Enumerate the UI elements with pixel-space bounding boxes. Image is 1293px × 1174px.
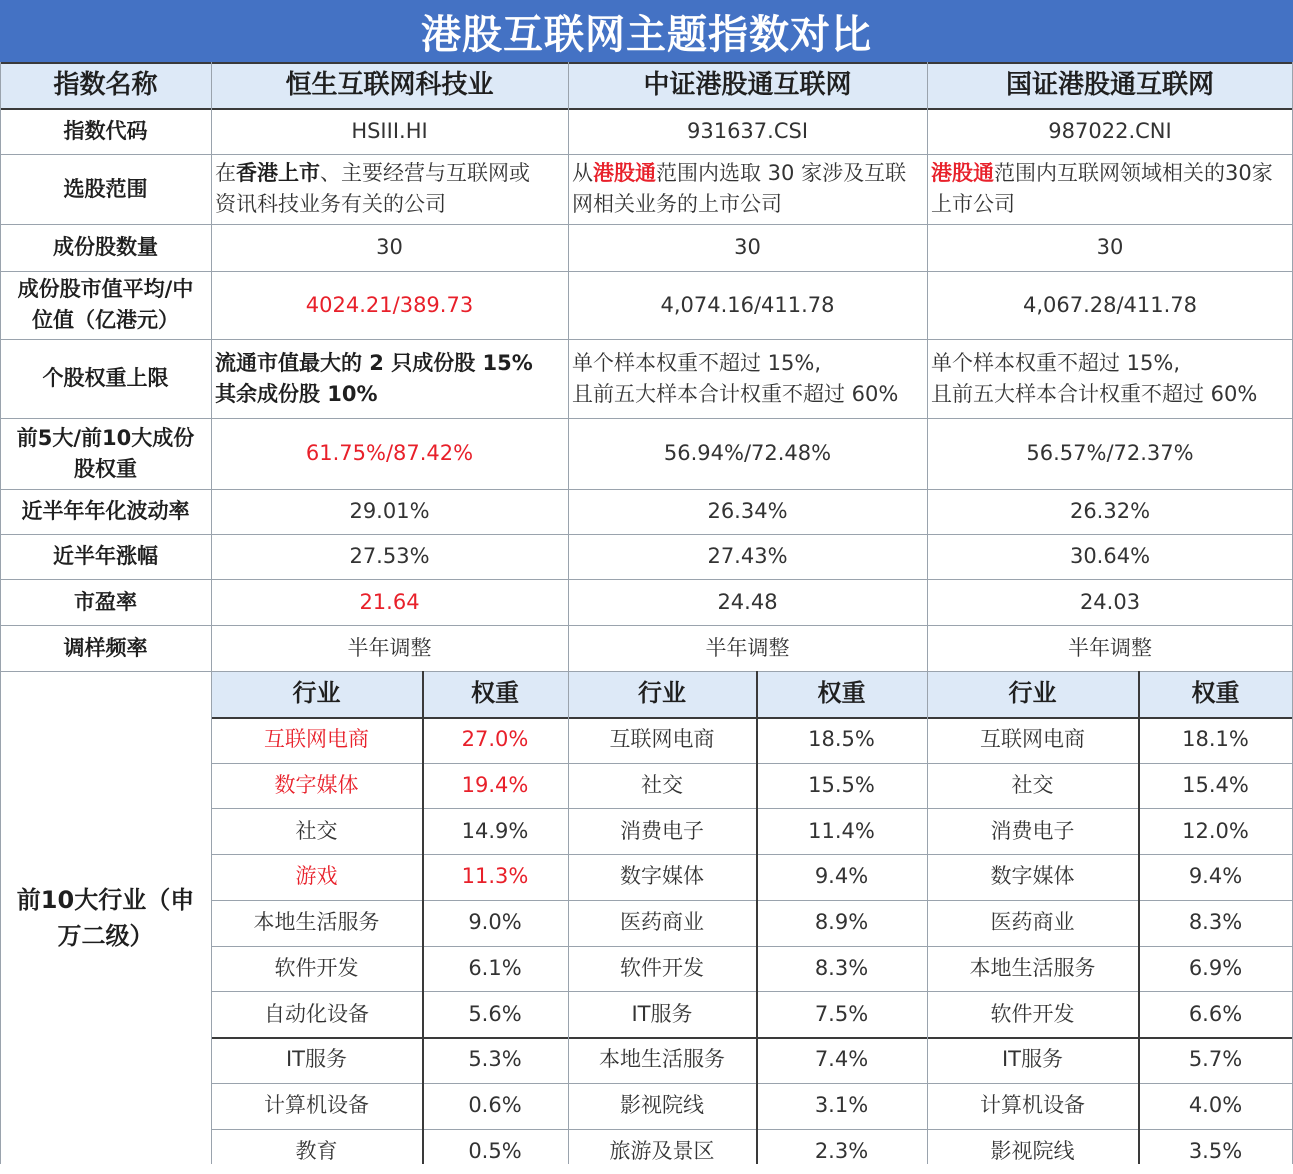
row-value: 4024.21/389.73 bbox=[211, 271, 568, 339]
industry-weight-cell: 6.6% bbox=[1138, 991, 1293, 1037]
row-value bbox=[211, 339, 568, 418]
scope-text-part: 港股通 bbox=[593, 161, 656, 185]
row-label-line: 前5大/前10大成份 bbox=[17, 423, 195, 454]
grid-line bbox=[0, 339, 1293, 340]
grid-line bbox=[211, 808, 1293, 809]
industry-weight-cell: 9.0% bbox=[422, 900, 568, 946]
row-value: 30.64% bbox=[927, 534, 1293, 579]
row-label-line: 成份股市值平均/中 bbox=[18, 274, 194, 305]
industry-weight-cell: 19.4% bbox=[422, 763, 568, 809]
industry-weight-cell: 8.3% bbox=[1138, 900, 1293, 946]
scope-text-line: 网相关业务的上市公司 bbox=[572, 192, 782, 216]
industry-name-cell: 数字媒体 bbox=[568, 854, 756, 900]
scope-text-line: 上市公司 bbox=[931, 192, 1015, 216]
industry-name-cell: 消费电子 bbox=[927, 808, 1138, 854]
industry-weight-cell: 4.0% bbox=[1138, 1083, 1293, 1129]
industry-weight-cell: 18.1% bbox=[1138, 717, 1293, 763]
scope-text bbox=[572, 158, 906, 220]
row-value: 26.32% bbox=[927, 489, 1293, 534]
weight-col-header: 权重 bbox=[422, 671, 568, 717]
industry-name-cell: 旅游及景区 bbox=[568, 1129, 756, 1174]
grid-line bbox=[211, 1083, 1293, 1084]
weight-cap-line: 单个样本权重不超过 15%, bbox=[931, 351, 1180, 375]
industry-weight-cell: 0.5% bbox=[422, 1129, 568, 1174]
row-value bbox=[927, 339, 1293, 418]
weight-cap-line: 流通市值最大的 2 只成份股 15% bbox=[215, 351, 533, 375]
industry-weight-cell: 15.5% bbox=[756, 763, 927, 809]
weight-cap-line: 单个样本权重不超过 15%, bbox=[572, 351, 821, 375]
grid-line bbox=[211, 946, 1293, 947]
industry-label-line: 万二级） bbox=[58, 918, 154, 954]
scope-text-part: 在 bbox=[215, 161, 236, 185]
row-label: 成份股数量 bbox=[0, 224, 211, 271]
weight-cap-line: 且前五大样本合计权重不超过 60% bbox=[931, 382, 1257, 406]
industry-name-cell: 社交 bbox=[927, 763, 1138, 809]
grid-line bbox=[211, 900, 1293, 901]
row-value: 4,074.16/411.78 bbox=[568, 271, 927, 339]
grid-line bbox=[1138, 671, 1140, 1164]
scope-text-part: 范围内选取 30 家涉及互联 bbox=[656, 161, 906, 185]
industry-weight-cell: 27.0% bbox=[422, 717, 568, 763]
industry-weight-cell: 3.5% bbox=[1138, 1129, 1293, 1174]
row-label: 近半年年化波动率 bbox=[0, 489, 211, 534]
grid-line bbox=[927, 62, 928, 1164]
industry-name-cell: 游戏 bbox=[211, 854, 422, 900]
scope-text-part: 范围内互联网领域相关的30家 bbox=[994, 161, 1273, 185]
industry-col-header: 行业 bbox=[927, 671, 1138, 717]
row-value: 30 bbox=[211, 224, 568, 271]
industry-weight-cell: 5.6% bbox=[422, 991, 568, 1037]
industry-weight-cell: 2.3% bbox=[756, 1129, 927, 1174]
row-value: 半年调整 bbox=[927, 625, 1293, 671]
grid-line bbox=[0, 579, 1293, 580]
scope-text-part: 、主要经营与互联网或 bbox=[320, 161, 530, 185]
industry-weight-cell: 8.9% bbox=[756, 900, 927, 946]
industry-name-cell: 互联网电商 bbox=[211, 717, 422, 763]
industry-name-cell: 教育 bbox=[211, 1129, 422, 1174]
scope-text bbox=[215, 158, 530, 220]
industry-name-cell: 计算机设备 bbox=[211, 1083, 422, 1129]
row-value bbox=[927, 154, 1293, 224]
row-value: 24.03 bbox=[927, 579, 1293, 625]
industry-name-cell: 软件开发 bbox=[568, 946, 756, 992]
grid-line bbox=[0, 62, 1, 1164]
row-label bbox=[0, 271, 211, 339]
weight-col-header: 权重 bbox=[756, 671, 927, 717]
grid-line bbox=[568, 62, 569, 1164]
industry-weight-cell: 6.1% bbox=[422, 946, 568, 992]
industry-name-cell: 互联网电商 bbox=[927, 717, 1138, 763]
grid-line bbox=[211, 62, 212, 1164]
industry-col-header: 行业 bbox=[211, 671, 422, 717]
industry-name-cell: 本地生活服务 bbox=[927, 946, 1138, 992]
row-value bbox=[211, 154, 568, 224]
grid-line bbox=[211, 763, 1293, 764]
row-label: 调样频率 bbox=[0, 625, 211, 671]
scope-text-part: 从 bbox=[572, 161, 593, 185]
grid-line bbox=[0, 489, 1293, 490]
scope-text-part: 香港上市 bbox=[236, 161, 320, 185]
grid-line bbox=[211, 1129, 1293, 1130]
row-label: 指数代码 bbox=[0, 108, 211, 154]
grid-line bbox=[0, 271, 1293, 272]
grid-line bbox=[0, 418, 1293, 419]
row-value: 61.75%/87.42% bbox=[211, 418, 568, 489]
row-value: 56.57%/72.37% bbox=[927, 418, 1293, 489]
industry-name-cell: 软件开发 bbox=[211, 946, 422, 992]
industry-weight-cell: 7.5% bbox=[756, 991, 927, 1037]
row-value: 987022.CNI bbox=[927, 108, 1293, 154]
row-value: 30 bbox=[927, 224, 1293, 271]
row-value: 30 bbox=[568, 224, 927, 271]
grid-line bbox=[211, 854, 1293, 855]
row-label: 近半年涨幅 bbox=[0, 534, 211, 579]
weight-col-header: 权重 bbox=[1138, 671, 1293, 717]
industry-name-cell: 软件开发 bbox=[927, 991, 1138, 1037]
grid-line bbox=[0, 625, 1293, 626]
row-value: 26.34% bbox=[568, 489, 927, 534]
row-label bbox=[0, 418, 211, 489]
row-value: 27.53% bbox=[211, 534, 568, 579]
industry-name-cell: 计算机设备 bbox=[927, 1083, 1138, 1129]
row-value: 21.64 bbox=[211, 579, 568, 625]
grid-line bbox=[211, 1037, 1293, 1039]
row-value: 半年调整 bbox=[211, 625, 568, 671]
grid-line bbox=[0, 108, 1293, 110]
scope-text-line: 资讯科技业务有关的公司 bbox=[215, 192, 446, 216]
industry-name-cell: 社交 bbox=[568, 763, 756, 809]
industry-name-cell: 医药商业 bbox=[927, 900, 1138, 946]
weight-cap-text bbox=[931, 348, 1257, 410]
row-label: 市盈率 bbox=[0, 579, 211, 625]
industry-col-header: 行业 bbox=[568, 671, 756, 717]
row-label-line: 位值（亿港元） bbox=[32, 305, 179, 336]
header-label: 指数名称 bbox=[0, 62, 211, 108]
industry-name-cell: IT服务 bbox=[927, 1037, 1138, 1083]
industry-weight-cell: 5.7% bbox=[1138, 1037, 1293, 1083]
grid-line bbox=[211, 991, 1293, 992]
grid-line bbox=[756, 671, 758, 1164]
industry-weight-cell: 18.5% bbox=[756, 717, 927, 763]
weight-cap-text bbox=[215, 348, 533, 410]
industry-name-cell: 本地生活服务 bbox=[211, 900, 422, 946]
industry-name-cell: IT服务 bbox=[211, 1037, 422, 1083]
industry-name-cell: 数字媒体 bbox=[927, 854, 1138, 900]
industry-label-line: 前10大行业（申 bbox=[17, 882, 194, 918]
industry-name-cell: 医药商业 bbox=[568, 900, 756, 946]
row-label: 选股范围 bbox=[0, 154, 211, 224]
industry-weight-cell: 8.3% bbox=[756, 946, 927, 992]
index-name-header: 国证港股通互联网 bbox=[927, 62, 1293, 108]
industry-weight-cell: 12.0% bbox=[1138, 808, 1293, 854]
grid-line bbox=[0, 62, 1293, 64]
row-label-line: 股权重 bbox=[74, 454, 137, 485]
industry-weight-cell: 3.1% bbox=[756, 1083, 927, 1129]
grid-line bbox=[0, 534, 1293, 535]
industry-name-cell: 社交 bbox=[211, 808, 422, 854]
weight-cap-line: 其余成份股 10% bbox=[215, 382, 378, 406]
grid-line bbox=[0, 224, 1293, 225]
page-title: 港股互联网主题指数对比 bbox=[0, 0, 1293, 62]
industry-name-cell: IT服务 bbox=[568, 991, 756, 1037]
industry-weight-cell: 15.4% bbox=[1138, 763, 1293, 809]
row-value: 24.48 bbox=[568, 579, 927, 625]
row-label: 个股权重上限 bbox=[0, 339, 211, 418]
row-value: 931637.CSI bbox=[568, 108, 927, 154]
industry-weight-cell: 11.3% bbox=[422, 854, 568, 900]
weight-cap-line: 且前五大样本合计权重不超过 60% bbox=[572, 382, 898, 406]
grid-line bbox=[0, 154, 1293, 155]
weight-cap-text bbox=[572, 348, 898, 410]
industry-weight-cell: 6.9% bbox=[1138, 946, 1293, 992]
industry-weight-cell: 5.3% bbox=[422, 1037, 568, 1083]
row-value: 29.01% bbox=[211, 489, 568, 534]
row-value: HSIII.HI bbox=[211, 108, 568, 154]
industry-name-cell: 互联网电商 bbox=[568, 717, 756, 763]
row-value bbox=[568, 154, 927, 224]
row-value: 半年调整 bbox=[568, 625, 927, 671]
industry-weight-cell: 9.4% bbox=[1138, 854, 1293, 900]
industry-weight-cell: 14.9% bbox=[422, 808, 568, 854]
index-name-header: 恒生互联网科技业 bbox=[211, 62, 568, 108]
scope-text bbox=[931, 158, 1273, 220]
row-value: 27.43% bbox=[568, 534, 927, 579]
index-name-header: 中证港股通互联网 bbox=[568, 62, 927, 108]
industry-name-cell: 影视院线 bbox=[927, 1129, 1138, 1174]
industry-name-cell: 消费电子 bbox=[568, 808, 756, 854]
grid-line bbox=[422, 671, 424, 1164]
scope-text-part: 港股通 bbox=[931, 161, 994, 185]
industry-weight-cell: 7.4% bbox=[756, 1037, 927, 1083]
row-value: 56.94%/72.48% bbox=[568, 418, 927, 489]
grid-line bbox=[0, 671, 1293, 672]
industry-weight-cell: 11.4% bbox=[756, 808, 927, 854]
industry-section-label bbox=[0, 671, 211, 1164]
industry-weight-cell: 9.4% bbox=[756, 854, 927, 900]
row-value bbox=[568, 339, 927, 418]
industry-name-cell: 影视院线 bbox=[568, 1083, 756, 1129]
grid-line bbox=[211, 717, 1293, 719]
industry-name-cell: 本地生活服务 bbox=[568, 1037, 756, 1083]
industry-weight-cell: 0.6% bbox=[422, 1083, 568, 1129]
industry-name-cell: 数字媒体 bbox=[211, 763, 422, 809]
industry-name-cell: 自动化设备 bbox=[211, 991, 422, 1037]
row-value: 4,067.28/411.78 bbox=[927, 271, 1293, 339]
